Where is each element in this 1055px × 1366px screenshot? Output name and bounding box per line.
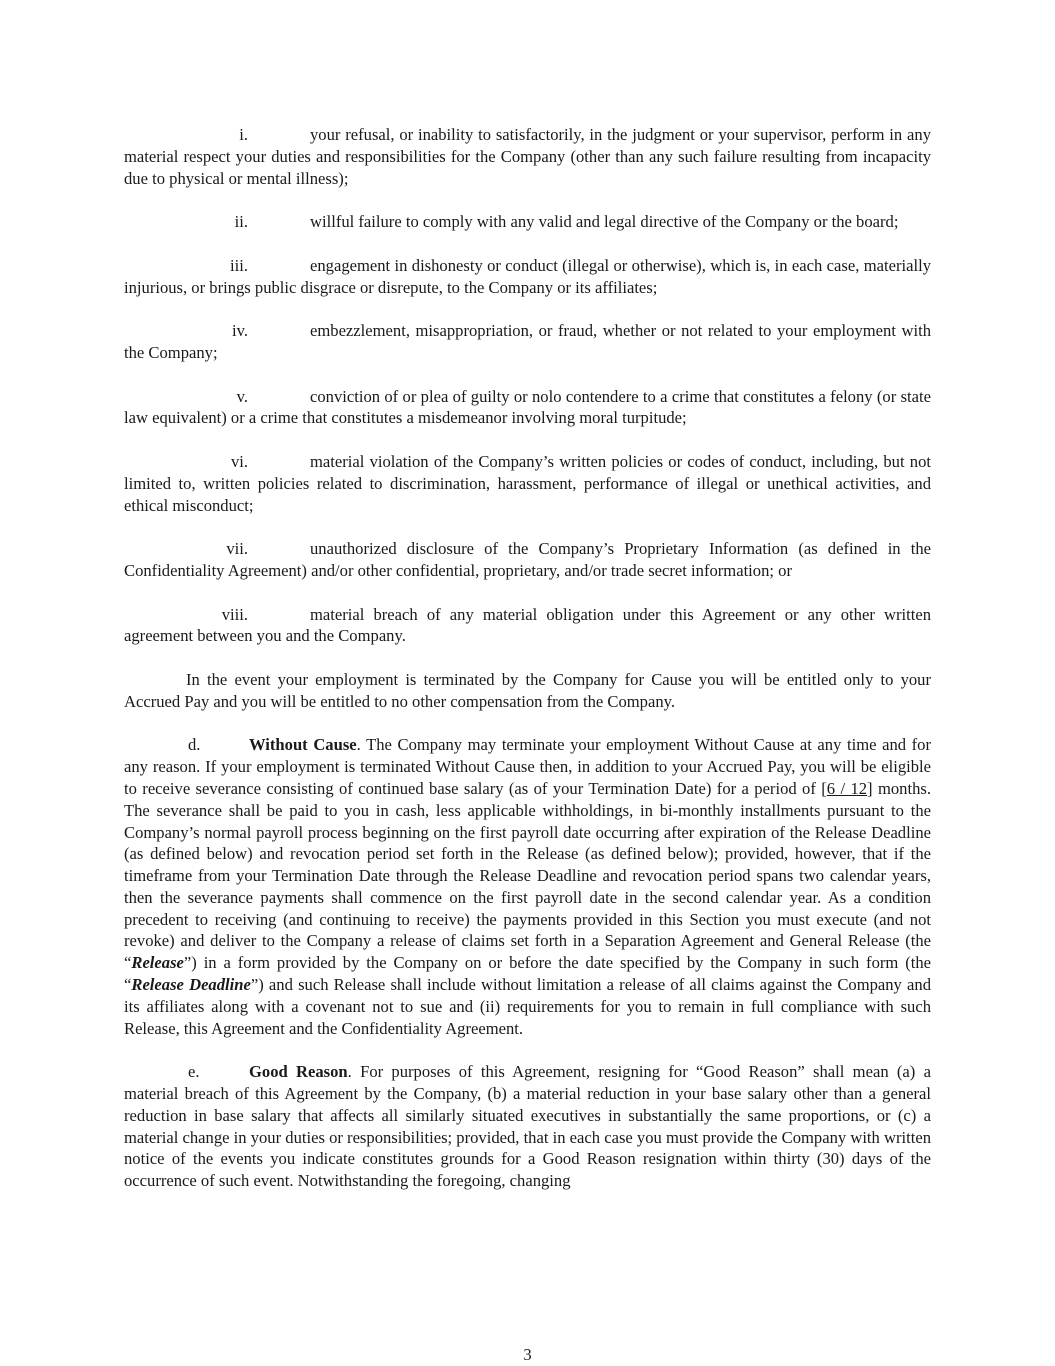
section-good-reason [124,1061,931,1192]
clause-viii [124,604,931,648]
clause-iv [124,320,931,364]
section-text: ”) and such Release shall include without limitation a release of all claims against the Company and its affiliates along with a covenant not to sue and (ii) requirements for you to remain in full compliance with such Release, this Agreement and the Confidentiality Agreement. [124,975,932,1038]
clause-number: iii. [230,255,248,275]
clause-text: conviction of or plea of guilty or nolo contendere to a crime that constitutes a felony (or state law equivalent) or a crime that constitutes a misdemeanor involving moral turpitude; [124,386,931,428]
clause-text: embezzlement, misappropriation, or fraud, whether or not related to your employment with the Company; [124,321,931,362]
clause-text: willful failure to comply with any valid and legal directive of the Company or the board; [310,212,899,232]
clause-number: ii. [234,212,248,232]
document-page [124,124,931,1214]
clause-number: i. [239,125,248,144]
defined-term-release: Release [131,953,184,973]
section-text: months. The severance shall be paid to you in cash, less applicable withholdings, in bi-monthly installments pursuant to the Company’s normal payroll process beginning on the first payroll date occurring after expiration of the Release Deadline (as defined below) and revocation period set forth in the Release (as defined below); provided, however, that if the timeframe from your Termination Date through the Release Deadline and revocation period spans two calendar years, then the severance payments shall commence on the first payroll date in the second calendar year. As a condition precedent to receiving (and continuing to receive) the payments provided in this Section you must execute (and not revoke) and deliver to the Company a release of claims set forth in a Separation Agreement and General Release (the “ [124,778,931,973]
clause-vi [124,451,931,516]
clause-iii [124,255,931,299]
clause-vii [124,538,931,582]
clause-text: unauthorized disclosure of the Company’s Proprietary Information (as defined in the Confidentiality Agreement) and/or other confidential, proprietary, and/or trade secret information; or [124,539,931,580]
clause-number: vii. [226,539,248,559]
clause-ii [124,211,931,233]
defined-term-release-deadline: Release Deadline [131,975,251,995]
clause-v [124,386,931,430]
clause-number: v. [236,386,248,406]
clause-text: engagement in dishonesty or conduct (illegal or otherwise), which is, in each case, materially injurious, or brings public disgrace or disrepute, to the Company or its affiliates; [124,255,931,297]
bracket-open: [ [821,778,827,798]
section-text: . For purposes of this Agreement, resigning for “Good Reason” shall mean (a) a material breach of this Agreement by the Company, (b) a material reduction in your base salary other than a general reduction in base salary that affects all similarly situated executives in substantially the same proportions, or (c) a material change in your duties or responsibilities; provided, that in each case you must provide the Company with written notice of the events you indicate constitutes grounds for a Good Reason resignation within thirty (30) days of the occurrence of such event. Notwithstanding the foregoing, changing [124,1062,931,1191]
section-without-cause [124,734,931,1039]
months-option: 6 / 12 [826,778,868,798]
section-text: ”) in a form provided by the Company on or before the date specified by the Company in such form (the “ [124,953,931,995]
clause-number: viii. [221,604,248,624]
section-heading: Without Cause [249,735,357,755]
section-letter: e. [188,1062,200,1082]
bracket-close: ] [867,778,873,798]
clause-number: iv. [232,321,248,341]
clause-text: material breach of any material obligation under this Agreement or any other written agreement between you and the Company. [124,604,931,646]
page-number: 3 [523,1345,532,1364]
cause-paragraph: In the event your employment is terminated by the Company for Cause you will be entitled only to your Accrued Pay and you will be entitled to no other compensation from the Company. [124,669,931,711]
clause-i [124,124,931,189]
section-text: . The Company may terminate your employment Without Cause at any time and for any reason. If your employment is terminated Without Cause then, in addition to your Accrued Pay, you will be eligible to receive severance consisting of continued base salary (as of your Termination Date) for a period of [124,735,931,798]
section-heading: Good Reason [249,1062,348,1082]
section-letter: d. [188,735,201,755]
clause-text: your refusal, or inability to satisfactorily, in the judgment or your supervisor, perform in any material respect your duties and responsibilities for the Company (other than any such failure resulting from incapacity due to physical or mental illness); [124,125,931,188]
clause-text: material violation of the Company’s written policies or codes of conduct, including, but not limited to, written policies related to discrimination, harassment, performance of illegal or unethical activities, and ethical misconduct; [124,451,931,515]
clause-number: vi. [230,451,248,471]
